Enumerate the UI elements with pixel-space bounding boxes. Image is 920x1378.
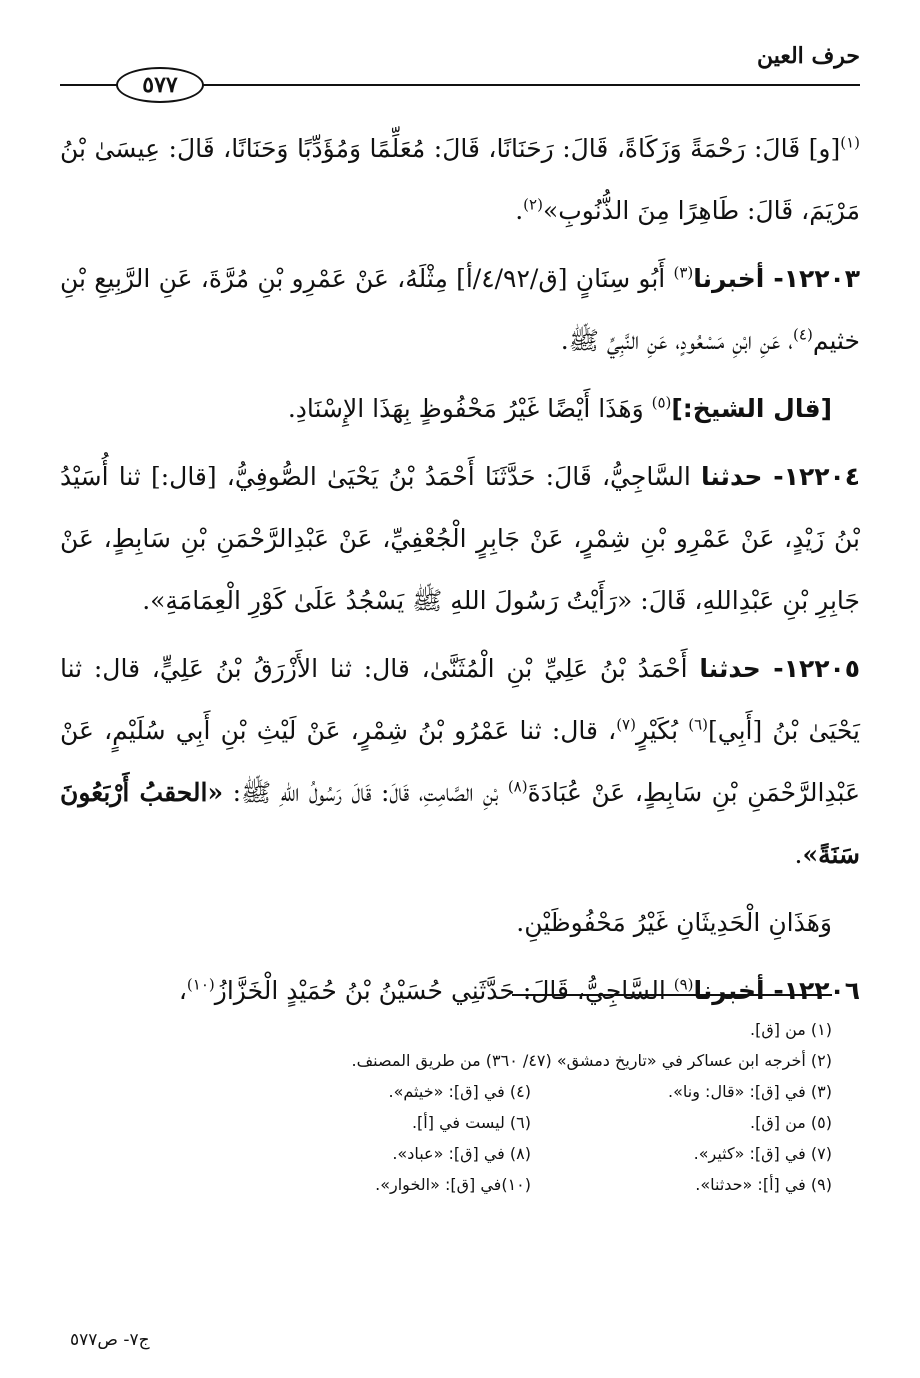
hadith-lead: ١٢٢٠٤- حدثنا — [700, 462, 860, 491]
footnote-marker: (٥) — [651, 393, 672, 412]
hadith-lead: [قال الشيخ:] — [671, 394, 832, 423]
running-header-title: حرف العين — [756, 43, 860, 69]
hadith-lead: ١٢٢٠٦- أخبرنا — [693, 976, 860, 1005]
paragraph-text: وَهَذَانِ الْحَدِيثَانِ غَيْرُ مَحْفُوظَيْنِ. — [516, 908, 832, 937]
hadith-lead: ١٢٢٠٣- أخبرنا — [693, 264, 861, 293]
hadith-lead: ١٢٢٠٥- حدثنا — [699, 654, 860, 683]
footnote-2: (٢) أخرجه ابن عساكر في «تاريخ دمشق» (٤٧/ ٣٦٠) من طريق المصنف. — [351, 1051, 832, 1070]
footnote-10: (١٠)في [ق]: «الخوار». — [375, 1175, 531, 1194]
paragraph-text: بُكَيْرٍ — [635, 716, 689, 745]
paragraph — [60, 248, 860, 372]
paragraph-text: [و] قَالَ: رَحْمَةً وَزَكَاةً، قَالَ: رَحَنَانًا، قَالَ: مُعَلِّمًا وَمُؤَدِّبًا وَحَنَانًا، قَالَ: عِيسَىٰ بْنُ مَرْيَمَ، قَالَ: طَاهِرًا مِنَ الذُّنُوبِ» — [60, 134, 860, 225]
footnote-marker: (٤) — [793, 325, 813, 344]
paragraph-text: بْنِ الصَّامِتِ، قَالَ: قَالَ رَسُولُ اللهِ ﷺ: — [223, 778, 508, 807]
footnote-marker: (٣) — [673, 263, 694, 282]
page-number-badge: ٥٧٧ — [116, 67, 204, 103]
paragraph — [60, 892, 860, 954]
footnote-7: (٧) في [ق]: «كثير». — [693, 1144, 832, 1163]
paragraph-text: ، — [178, 976, 187, 1005]
paragraph — [60, 378, 860, 440]
footnote-1: (١) من [ق]. — [750, 1020, 832, 1039]
paragraph-text: وَهَذَا أَيْضًا غَيْرُ مَحْفُوظٍ بِهَذَا الإِسْنَادِ. — [287, 394, 652, 423]
footnote-6: (٦) ليست في [أ]. — [411, 1113, 531, 1132]
paragraph — [60, 960, 860, 1022]
footnotes — [230, 1014, 832, 1200]
footnote-marker: (٢) — [523, 195, 543, 214]
footnote-row — [230, 1107, 832, 1138]
footnote-row — [230, 1138, 832, 1169]
footnote-separator — [512, 994, 832, 996]
paragraph — [60, 446, 860, 632]
emphasized-text: «الحقبُ أَرْبَعُونَ سَنَةً» — [60, 778, 860, 869]
footnote-marker: (١٠) — [186, 975, 215, 994]
paragraph-text: أَحْمَدُ بْنُ عَلِيِّ بْنِ الْمُثَنَّىٰ، قال: ثنا الأَزْرَقُ بْنُ عَلِيٍّ، قال: ثنا يَحْيَىٰ بْنُ [أَبِي] — [60, 654, 860, 745]
footnote-marker: (١) — [840, 133, 860, 152]
paragraph-text: . — [794, 840, 803, 869]
volume-page-label: ج٧- ص٥٧٧ — [70, 1330, 150, 1350]
paragraph-text: السَّاجِيُّ، قَالَ: حَدَّثَنَا أَحْمَدُ بْنُ يَحْيَىٰ الصُّوفِيُّ، [قال:] ثنا أُسَيْدُ بْنُ زَيْدٍ، عَنْ عَمْرِو بْنِ شِمْرٍ، عَنْ جَابِرٍ الْجُعْفِيِّ، عَنْ عَبْدِالرَّحْمَنِ بْنِ سَابِطٍ، عَنْ جَابِرِ بْنِ عَبْدِاللهِ، قَالَ: «رَأَيْتُ رَسُولَ اللهِ ﷺ يَسْجُدُ عَلَىٰ كَوْرِ الْعِمَامَةِ». — [60, 462, 860, 615]
footnote-4: (٤) في [ق]: «خيثم». — [388, 1082, 531, 1101]
paragraph-text: ، عَنِ ابْنِ مَسْعُودٍ، عَنِ النَّبِيِّ ﷺ. — [560, 326, 794, 355]
footnote-row — [230, 1169, 832, 1200]
paragraph — [60, 638, 860, 886]
footnote-marker: (٨) — [507, 777, 528, 796]
paragraph — [60, 118, 860, 242]
footnote-marker: (٩) — [673, 975, 694, 994]
footnote-3: (٣) في [ق]: «قال: ونا». — [668, 1082, 832, 1101]
footnote-row — [230, 1076, 832, 1107]
paragraph-text: السَّاجِيُّ، قَالَ: حَدَّثَنِي حُسَيْنُ بْنُ حُمَيْدٍ الْخَزَّازُ — [214, 976, 674, 1005]
paragraph-text: . — [515, 196, 524, 225]
footnote-5: (٥) من [ق]. — [750, 1113, 832, 1132]
main-text — [60, 118, 860, 1028]
footnote-marker: (٦) — [688, 715, 708, 734]
paragraph-text: أَبُو سِنَانٍ [ق/٤/٩٢/أ] مِثْلَهُ، عَنْ عَمْرِو بْنِ مُرَّةَ، عَنِ الرَّبِيعِ بْنِ خثيم — [60, 264, 860, 355]
footnote-8: (٨) في [ق]: «عباد». — [392, 1144, 531, 1163]
paragraph-text: ، قال: ثنا عَمْرُو بْنُ شِمْرٍ، عَنْ لَيْثِ بْنِ أَبِي سُلَيْمٍ، عَنْ عَبْدِالرَّحْمَنِ بْنِ سَابِطٍ، عَنْ عُبَادَةَ — [60, 716, 860, 807]
footnote-9: (٩) في [أ]: «حدثنا». — [695, 1175, 832, 1194]
footnote-marker: (٧) — [616, 715, 636, 734]
